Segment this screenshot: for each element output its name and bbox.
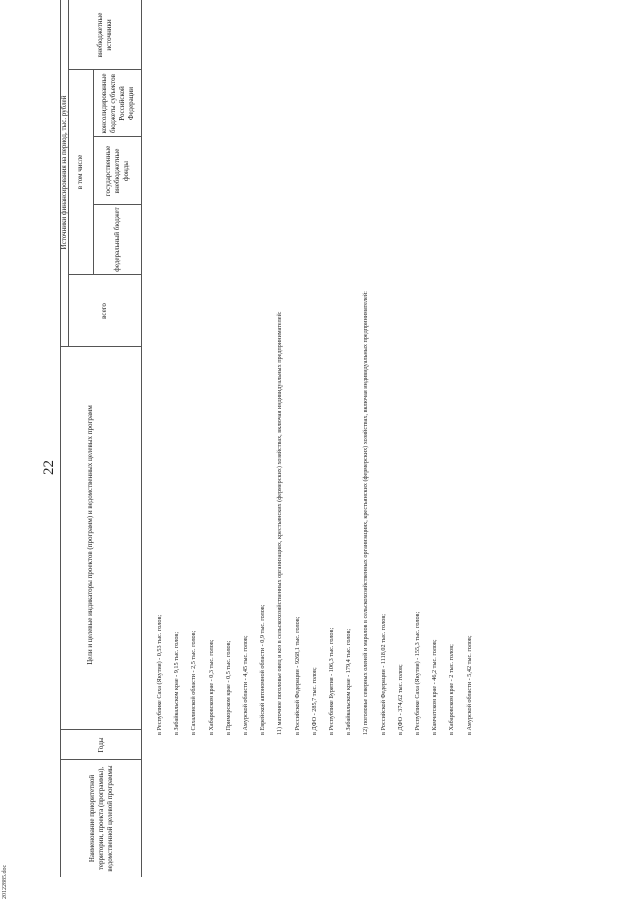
text-line: в Республике Бурятия - 106,3 тыс. голов; bbox=[328, 627, 336, 735]
text-line: в Республике Саха (Якутия) - 155,3 тыс. голов; bbox=[414, 611, 422, 735]
footer-filename: 20122885.doc bbox=[2, 864, 8, 899]
text-line: в Забайкальском крае - 179,4 тыс. голов; bbox=[345, 628, 353, 735]
header-sources-cell: Источники финансирования на период, тыс. рублей bbox=[59, 95, 68, 250]
col-border-total-federal bbox=[68, 274, 141, 275]
header-federal-cell: федеральный бюджет bbox=[113, 207, 121, 272]
text-line: в Амурской области - 5,42 тыс. голов; bbox=[465, 635, 473, 735]
text-line: в Камчатском крае - 46,2 тыс. голов; bbox=[431, 639, 439, 735]
header-goals-cell: Цели и целевые индикаторы проектов (программ) и ведомственных целевых программ bbox=[85, 405, 94, 665]
header-total-cell: всего bbox=[100, 303, 108, 319]
page-number: 22 bbox=[41, 460, 57, 475]
header-funds-cell: государственные внебюджетные фонды bbox=[104, 145, 130, 197]
header-name-cell: Наименование приоритетной территории, проекта (программы), ведомственной целевой программы bbox=[88, 765, 114, 872]
text-line: в Хабаровском крае - 0,3 тыс. голов; bbox=[207, 639, 215, 735]
including-divider bbox=[93, 70, 94, 275]
col-border-years-goals bbox=[60, 729, 141, 730]
text-line: в Амурской области - 4,45 тыс. голов; bbox=[242, 635, 250, 735]
col-border-funds-regional bbox=[93, 136, 141, 137]
col-border-federal-funds bbox=[93, 204, 141, 205]
header-regional-cell: консолидированные бюджеты субъектов Российской Федерации bbox=[99, 73, 135, 134]
col-border-regional-extra bbox=[68, 69, 141, 70]
text-line: в Сахалинской области - 2,5 тыс. голов; bbox=[190, 630, 198, 735]
header-including-cell: в том числе bbox=[76, 154, 84, 190]
text-line: в Приморском крае - 0,5 тыс. голов; bbox=[224, 640, 232, 735]
text-line: в Еврейской автономной области - 0,9 тыс. голов; bbox=[259, 604, 267, 735]
text-line: в Республике Саха (Якутия) - 0,53 тыс. голов; bbox=[156, 614, 163, 735]
text-paragraph: 11) маточное поголовье овец и коз в сельскохозяйственных организациях, крестьянских (фермерских) хозяйствах, включая индивидуальных предпринимателей: bbox=[276, 311, 284, 735]
text-line: в Хабаровском крае - 2 тыс. голов; bbox=[448, 644, 456, 735]
header-years-cell: Годы bbox=[97, 737, 105, 753]
header-extra-cell: внебюджетные источники bbox=[95, 12, 113, 58]
text-paragraph: 12) поголовье северных оленей и маралов в сельскохозяйственных организациях, крестьянских (фермерских) хозяйствах, включая индивидуальных предпринимателей: bbox=[362, 291, 370, 735]
header-bottom-border bbox=[141, 0, 142, 877]
goals-text-block bbox=[156, 175, 483, 735]
text-line: в ДФО - 374,62 тыс. голов; bbox=[396, 664, 404, 735]
text-line: в Забайкальском крае - 9,15 тыс. голов; bbox=[173, 631, 181, 735]
text-line: в Российской Федерации - 9268,1 тыс. голов; bbox=[293, 616, 301, 735]
text-line: в ДФО - 285,7 тыс. голов; bbox=[310, 667, 318, 735]
text-line: в Российской Федерации - 1118,02 тыс. голов; bbox=[379, 614, 387, 735]
col-border-goals-sources bbox=[60, 346, 141, 347]
col-border-name-years bbox=[60, 759, 141, 760]
